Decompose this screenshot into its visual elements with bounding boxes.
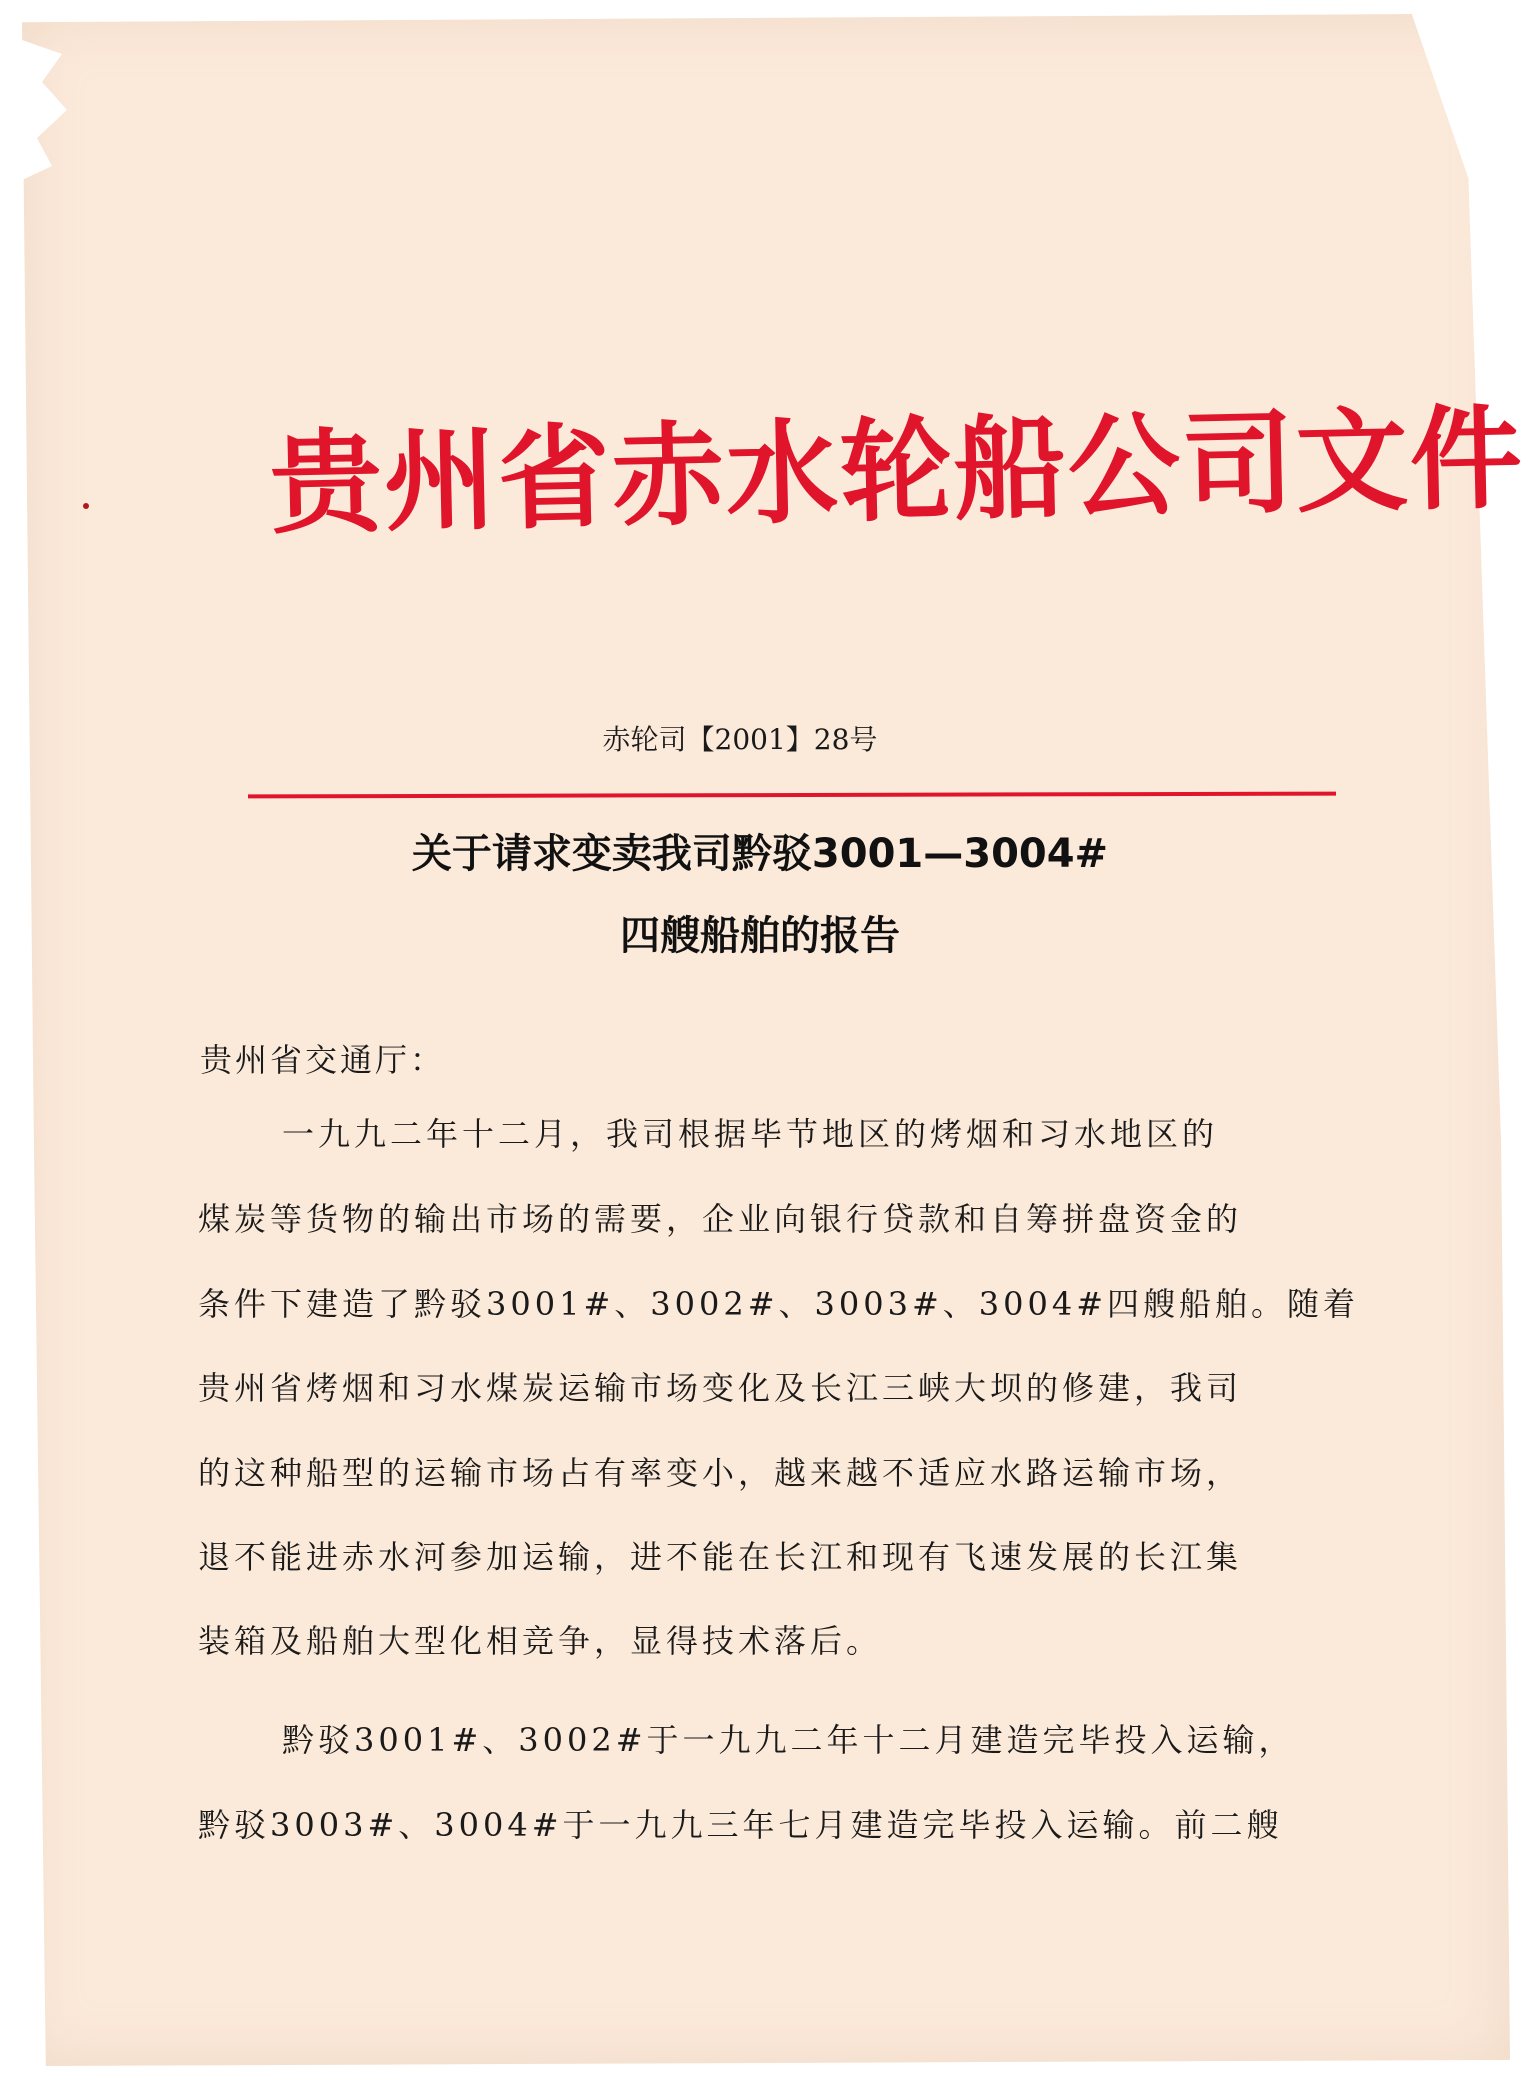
body-line: 贵州省烤烟和习水煤炭运输市场变化及长江三峡大坝的修建，我司 [198,1369,1243,1407]
document-number: 赤轮司【2001】28号 [602,723,878,756]
body-line: 装箱及船舶大型化相竞争，显得技术落后。 [198,1622,883,1660]
body-line: 黔驳3003#、3004#于一九九三年七月建造完毕投入运输。前二艘 [198,1806,1283,1844]
body-line: 煤炭等货物的输出市场的需要，企业向银行贷款和自筹拼盘资金的 [198,1200,1243,1238]
addressee: 贵州省交通厅： [200,1041,446,1079]
body-line: 一九九二年十二月，我司根据毕节地区的烤烟和习水地区的 [282,1115,1219,1153]
body-line: 条件下建造了黔驳3001#、3002#、3003#、3004#四艘船舶。随着 [198,1285,1360,1323]
body-line: 黔驳3001#、3002#于一九九二年十二月建造完毕投入运输， [282,1721,1295,1759]
report-title-line-2: 四艘船舶的报告 [620,913,900,959]
body-line: 退不能进赤水河参加运输，进不能在长江和现有飞速发展的长江集 [198,1538,1243,1576]
masthead-title: 贵州省赤水轮船公司文件 [268,392,1526,551]
ink-speck [83,503,89,509]
report-title-line-1: 关于请求变卖我司黔驳3001—3004# [411,831,1109,877]
body-line: 的这种船型的运输市场占有率变小，越来越不适应水路运输市场， [198,1454,1243,1492]
